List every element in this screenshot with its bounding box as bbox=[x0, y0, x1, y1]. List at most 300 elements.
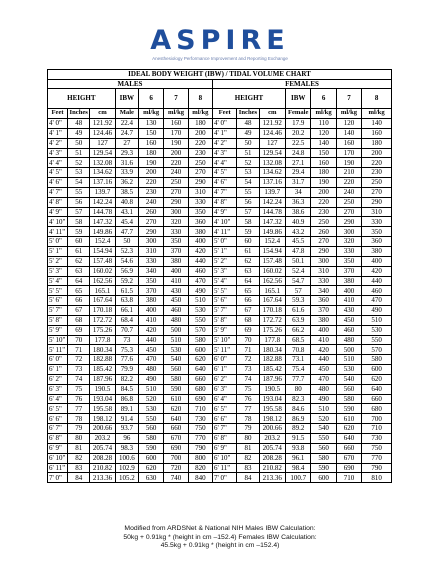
male-feet-cell: 5' 10" bbox=[48, 335, 68, 345]
male-ibw-cell: 105.2 bbox=[115, 473, 138, 483]
female-7mlkg-cell: 250 bbox=[336, 197, 361, 207]
female-6mlkg-cell: 410 bbox=[311, 335, 336, 345]
male-8mlkg-cell: 820 bbox=[188, 463, 212, 473]
female-ibw-cell: 98.4 bbox=[286, 463, 311, 473]
male-cm-cell: 175.26 bbox=[90, 325, 115, 335]
male-feet-cell: 6' 7" bbox=[48, 424, 68, 434]
table-row bbox=[48, 443, 392, 453]
male-7mlkg-cell: 200 bbox=[164, 148, 188, 158]
table-row bbox=[48, 187, 392, 197]
male-ibw-cell: 91.4 bbox=[115, 414, 138, 424]
male-ibw-cell: 38.5 bbox=[115, 187, 138, 197]
male-7mlkg-cell: 450 bbox=[164, 296, 188, 306]
male-cm-cell: 185.42 bbox=[90, 365, 115, 375]
male-6mlkg-cell: 240 bbox=[138, 197, 163, 207]
female-8mlkg-cell: 530 bbox=[362, 325, 392, 335]
female-6mlkg-cell: 160 bbox=[311, 158, 336, 168]
male-ibw-cell: 33.9 bbox=[115, 168, 138, 178]
female-feet-cell: 5' 10" bbox=[213, 335, 237, 345]
female-inches-cell: 57 bbox=[237, 207, 259, 217]
header bbox=[0, 26, 440, 62]
male-7mlkg-cell: 720 bbox=[164, 463, 188, 473]
table-row bbox=[48, 463, 392, 473]
male-6mlkg-cell: 590 bbox=[138, 443, 163, 453]
male-8mlkg-cell: 420 bbox=[188, 246, 212, 256]
female-ibw-cell: 20.2 bbox=[286, 128, 311, 138]
female-cm-cell: 127 bbox=[259, 138, 285, 148]
female-8mlkg-cell: 290 bbox=[362, 197, 392, 207]
male-cm-cell: 187.96 bbox=[90, 374, 115, 384]
female-7mlkg-cell: 430 bbox=[336, 306, 361, 316]
female-feet-cell: 6' 6" bbox=[213, 414, 237, 424]
male-cm-cell: 182.88 bbox=[90, 355, 115, 365]
male-8-header: 8 bbox=[188, 89, 212, 109]
female-6mlkg-cell: 200 bbox=[311, 187, 336, 197]
female-cm-cell: 213.36 bbox=[259, 473, 285, 483]
male-6mlkg-cell: 580 bbox=[138, 434, 163, 444]
table-row bbox=[48, 453, 392, 463]
female-feet-cell: 6' 4" bbox=[213, 394, 237, 404]
female-8mlkg-cell: 580 bbox=[362, 355, 392, 365]
female-ibw-cell: 86.9 bbox=[286, 414, 311, 424]
male-7mlkg-cell: 430 bbox=[164, 286, 188, 296]
male-6-unit: ml/kg bbox=[138, 109, 163, 119]
female-inches-cell: 63 bbox=[237, 266, 259, 276]
female-7mlkg-cell: 460 bbox=[336, 325, 361, 335]
female-cm-cell: 149.86 bbox=[259, 227, 285, 237]
male-ibw-cell: 59.2 bbox=[115, 276, 138, 286]
female-inches-cell: 78 bbox=[237, 414, 259, 424]
female-8mlkg-cell: 470 bbox=[362, 296, 392, 306]
male-cm-cell: 139.7 bbox=[90, 187, 115, 197]
male-8mlkg-cell: 470 bbox=[188, 276, 212, 286]
male-8mlkg-cell: 510 bbox=[188, 296, 212, 306]
female-inches-cell: 61 bbox=[237, 246, 259, 256]
male-ibw-cell: 56.9 bbox=[115, 266, 138, 276]
male-feet-cell: 5' 11" bbox=[48, 345, 68, 355]
male-feet-cell: 4' 3" bbox=[48, 148, 68, 158]
female-8mlkg-cell: 180 bbox=[362, 138, 392, 148]
female-inches-cell: 82 bbox=[237, 453, 259, 463]
female-cm-cell: 147.32 bbox=[259, 217, 285, 227]
female-7mlkg-cell: 300 bbox=[336, 227, 361, 237]
table-body bbox=[48, 119, 392, 483]
male-feet-cell: 5' 7" bbox=[48, 306, 68, 316]
female-8mlkg-cell: 440 bbox=[362, 276, 392, 286]
female-8mlkg-cell: 620 bbox=[362, 374, 392, 384]
female-7mlkg-cell: 400 bbox=[336, 286, 361, 296]
male-feet-cell: 4' 1" bbox=[48, 128, 68, 138]
table-row bbox=[48, 434, 392, 444]
female-inches-cell: 73 bbox=[237, 365, 259, 375]
female-8mlkg-cell: 810 bbox=[362, 473, 392, 483]
male-6mlkg-cell: 510 bbox=[138, 384, 163, 394]
female-8mlkg-cell: 350 bbox=[362, 227, 392, 237]
female-feet-cell: 4' 11" bbox=[213, 227, 237, 237]
female-6mlkg-cell: 150 bbox=[311, 148, 336, 158]
male-7-header: 7 bbox=[164, 89, 188, 109]
female-8mlkg-cell: 660 bbox=[362, 394, 392, 404]
male-6mlkg-cell: 450 bbox=[138, 345, 163, 355]
female-ibw-cell: 80 bbox=[286, 384, 311, 394]
male-inches-cell: 63 bbox=[68, 266, 90, 276]
female-6mlkg-cell: 560 bbox=[311, 443, 336, 453]
male-cm-cell: 190.5 bbox=[90, 384, 115, 394]
male-ibw-cell: 89.1 bbox=[115, 404, 138, 414]
male-7mlkg-cell: 370 bbox=[164, 246, 188, 256]
male-feet-cell: 5' 9" bbox=[48, 325, 68, 335]
female-cm-cell: 198.12 bbox=[259, 414, 285, 424]
male-8mlkg-cell: 580 bbox=[188, 335, 212, 345]
male-inches-cell: 74 bbox=[68, 374, 90, 384]
table-row bbox=[48, 365, 392, 375]
footer-note bbox=[0, 525, 440, 551]
male-8mlkg-cell: 440 bbox=[188, 256, 212, 266]
female-inches-cell: 72 bbox=[237, 355, 259, 365]
female-8mlkg-cell: 400 bbox=[362, 256, 392, 266]
female-8mlkg-cell: 310 bbox=[362, 207, 392, 217]
table-row bbox=[48, 296, 392, 306]
male-8mlkg-cell: 710 bbox=[188, 404, 212, 414]
male-ibw-cell: 84.5 bbox=[115, 384, 138, 394]
female-inches-cell: 53 bbox=[237, 168, 259, 178]
female-inches-cell: 84 bbox=[237, 473, 259, 483]
female-inches-cell: 79 bbox=[237, 424, 259, 434]
female-6mlkg-cell: 190 bbox=[311, 178, 336, 188]
table-row bbox=[48, 374, 392, 384]
female-7mlkg-cell: 160 bbox=[336, 138, 361, 148]
male-6mlkg-cell: 400 bbox=[138, 306, 163, 316]
female-feet-cell: 5' 2" bbox=[213, 256, 237, 266]
male-6mlkg-cell: 290 bbox=[138, 227, 163, 237]
male-ibw-cell: 102.9 bbox=[115, 463, 138, 473]
table-row bbox=[48, 266, 392, 276]
male-ibw-cell: 45.4 bbox=[115, 217, 138, 227]
female-6mlkg-cell: 360 bbox=[311, 296, 336, 306]
male-6mlkg-cell: 520 bbox=[138, 394, 163, 404]
female-feet-cell: 5' 7" bbox=[213, 306, 237, 316]
male-ibw-cell: 93.7 bbox=[115, 424, 138, 434]
female-7mlkg-cell: 220 bbox=[336, 178, 361, 188]
male-6mlkg-cell: 420 bbox=[138, 325, 163, 335]
female-6mlkg-cell: 580 bbox=[311, 453, 336, 463]
male-ibw-cell: 27 bbox=[115, 138, 138, 148]
male-7mlkg-cell: 480 bbox=[164, 315, 188, 325]
male-inches-cell: 56 bbox=[68, 197, 90, 207]
female-inches-cell: 52 bbox=[237, 158, 259, 168]
female-8mlkg-cell: 140 bbox=[362, 119, 392, 129]
male-cm-cell: 213.36 bbox=[90, 473, 115, 483]
female-cm-cell: 195.58 bbox=[259, 404, 285, 414]
male-inches-cell: 53 bbox=[68, 168, 90, 178]
male-ibw-cell: 77.6 bbox=[115, 355, 138, 365]
female-cm-cell: 187.96 bbox=[259, 374, 285, 384]
male-feet-cell: 4' 0" bbox=[48, 119, 68, 129]
female-inches-cell: 48 bbox=[237, 119, 259, 129]
female-7mlkg-cell: 690 bbox=[336, 463, 361, 473]
male-cm-cell: 167.64 bbox=[90, 296, 115, 306]
table-row bbox=[48, 217, 392, 227]
female-8mlkg-cell: 570 bbox=[362, 345, 392, 355]
female-8mlkg-cell: 380 bbox=[362, 246, 392, 256]
female-6mlkg-cell: 110 bbox=[311, 119, 336, 129]
female-7mlkg-cell: 190 bbox=[336, 158, 361, 168]
female-inches-cell: 80 bbox=[237, 434, 259, 444]
female-feet-cell: 5' 3" bbox=[213, 266, 237, 276]
female-inches-cell: 69 bbox=[237, 325, 259, 335]
female-6mlkg-cell: 230 bbox=[311, 207, 336, 217]
female-6mlkg-cell: 540 bbox=[311, 424, 336, 434]
male-8mlkg-cell: 770 bbox=[188, 434, 212, 444]
male-6mlkg-cell: 300 bbox=[138, 237, 163, 247]
male-8-unit: ml/kg bbox=[188, 109, 212, 119]
female-6mlkg-cell: 290 bbox=[311, 246, 336, 256]
male-inches-cell: 70 bbox=[68, 335, 90, 345]
female-6mlkg-cell: 550 bbox=[311, 434, 336, 444]
female-6mlkg-cell: 180 bbox=[311, 168, 336, 178]
male-cm-cell: 165.1 bbox=[90, 286, 115, 296]
male-cm-cell: 177.8 bbox=[90, 335, 115, 345]
male-inches-cell: 76 bbox=[68, 394, 90, 404]
table-row bbox=[48, 394, 392, 404]
female-7mlkg-cell: 290 bbox=[336, 217, 361, 227]
male-cm-cell: 210.82 bbox=[90, 463, 115, 473]
logo-tagline: Anesthesiology Performance Improvement and Reporting Exchange bbox=[152, 56, 288, 61]
female-7mlkg-cell: 480 bbox=[336, 335, 361, 345]
male-inches-cell: 58 bbox=[68, 217, 90, 227]
table-row bbox=[48, 473, 392, 483]
male-inches-cell: 83 bbox=[68, 463, 90, 473]
female-8-unit: ml/kg bbox=[362, 109, 392, 119]
male-cm-cell: 129.54 bbox=[90, 148, 115, 158]
table-row bbox=[48, 414, 392, 424]
male-6mlkg-cell: 530 bbox=[138, 404, 163, 414]
male-7mlkg-cell: 620 bbox=[164, 404, 188, 414]
female-feet-cell: 5' 4" bbox=[213, 276, 237, 286]
male-feet-cell: 4' 8" bbox=[48, 197, 68, 207]
female-feet-cell: 5' 5" bbox=[213, 286, 237, 296]
female-cm-cell: 185.42 bbox=[259, 365, 285, 375]
male-inches-cell: 55 bbox=[68, 187, 90, 197]
male-8mlkg-cell: 350 bbox=[188, 207, 212, 217]
female-8mlkg-cell: 230 bbox=[362, 168, 392, 178]
female-inches-cell: 54 bbox=[237, 178, 259, 188]
male-7mlkg-cell: 460 bbox=[164, 306, 188, 316]
male-cm-cell: 147.32 bbox=[90, 217, 115, 227]
male-cm-cell: 162.56 bbox=[90, 276, 115, 286]
female-feet-unit: Feet bbox=[213, 109, 237, 119]
male-feet-cell: 6' 3" bbox=[48, 384, 68, 394]
male-ibw-cell: 96 bbox=[115, 434, 138, 444]
male-cm-cell: 152.4 bbox=[90, 237, 115, 247]
male-6mlkg-cell: 370 bbox=[138, 286, 163, 296]
male-6mlkg-cell: 220 bbox=[138, 178, 163, 188]
female-6-unit: ml/kg bbox=[311, 109, 336, 119]
male-inches-cell: 49 bbox=[68, 128, 90, 138]
male-ibw-cell: 47.7 bbox=[115, 227, 138, 237]
male-6mlkg-cell: 380 bbox=[138, 296, 163, 306]
male-cm-cell: 121.92 bbox=[90, 119, 115, 129]
female-ibw-cell: 45.5 bbox=[286, 237, 311, 247]
female-feet-cell: 4' 7" bbox=[213, 187, 237, 197]
female-6mlkg-cell: 220 bbox=[311, 197, 336, 207]
male-8mlkg-cell: 550 bbox=[188, 315, 212, 325]
female-8mlkg-cell: 250 bbox=[362, 178, 392, 188]
male-6mlkg-cell: 330 bbox=[138, 256, 163, 266]
male-inches-cell: 69 bbox=[68, 325, 90, 335]
male-6mlkg-cell: 180 bbox=[138, 148, 163, 158]
male-inches-cell: 72 bbox=[68, 355, 90, 365]
female-8mlkg-cell: 710 bbox=[362, 424, 392, 434]
female-7mlkg-cell: 610 bbox=[336, 414, 361, 424]
male-6-header: 6 bbox=[138, 89, 163, 109]
table-row bbox=[48, 246, 392, 256]
female-cm-cell: 177.8 bbox=[259, 335, 285, 345]
female-feet-cell: 5' 8" bbox=[213, 315, 237, 325]
female-ibw-cell: 100.7 bbox=[286, 473, 311, 483]
male-inches-cell: 50 bbox=[68, 138, 90, 148]
male-inches-cell: 75 bbox=[68, 384, 90, 394]
male-ibw-cell: 50 bbox=[115, 237, 138, 247]
female-cm-cell: 210.82 bbox=[259, 463, 285, 473]
table-row bbox=[48, 119, 392, 129]
female-feet-cell: 6' 8" bbox=[213, 434, 237, 444]
male-8mlkg-cell: 400 bbox=[188, 237, 212, 247]
male-ibw-cell: 40.8 bbox=[115, 197, 138, 207]
male-7mlkg-cell: 250 bbox=[164, 178, 188, 188]
female-feet-cell: 5' 0" bbox=[213, 237, 237, 247]
female-8-header: 8 bbox=[362, 89, 392, 109]
female-7mlkg-cell: 140 bbox=[336, 128, 361, 138]
male-8mlkg-cell: 490 bbox=[188, 286, 212, 296]
male-ibw-cell: 66.1 bbox=[115, 306, 138, 316]
male-6mlkg-cell: 160 bbox=[138, 138, 163, 148]
male-feet-unit: Feet bbox=[48, 109, 68, 119]
table-row bbox=[48, 424, 392, 434]
male-inches-cell: 68 bbox=[68, 315, 90, 325]
male-7mlkg-cell: 300 bbox=[164, 207, 188, 217]
male-feet-cell: 6' 0" bbox=[48, 355, 68, 365]
female-7mlkg-cell: 410 bbox=[336, 296, 361, 306]
female-ibw-cell: 54.7 bbox=[286, 276, 311, 286]
male-8mlkg-cell: 730 bbox=[188, 414, 212, 424]
female-6mlkg-cell: 480 bbox=[311, 384, 336, 394]
footer-line-2: 50kg + 0.91kg * (height in cm –152.4) Females IBW Calculation: bbox=[123, 533, 317, 541]
male-7mlkg-cell: 610 bbox=[164, 394, 188, 404]
female-inches-cell: 70 bbox=[237, 335, 259, 345]
female-ibw-cell: 34 bbox=[286, 187, 311, 197]
female-6mlkg-cell: 440 bbox=[311, 355, 336, 365]
male-7mlkg-cell: 290 bbox=[164, 197, 188, 207]
male-7mlkg-cell: 400 bbox=[164, 266, 188, 276]
male-7mlkg-cell: 560 bbox=[164, 365, 188, 375]
male-7mlkg-cell: 380 bbox=[164, 256, 188, 266]
male-cm-cell: 157.48 bbox=[90, 256, 115, 266]
female-7mlkg-cell: 380 bbox=[336, 276, 361, 286]
male-cm-cell: 132.08 bbox=[90, 158, 115, 168]
male-6mlkg-cell: 130 bbox=[138, 119, 163, 129]
male-inches-cell: 64 bbox=[68, 276, 90, 286]
female-feet-cell: 6' 1" bbox=[213, 365, 237, 375]
female-cm-cell: 134.62 bbox=[259, 168, 285, 178]
male-8mlkg-cell: 270 bbox=[188, 168, 212, 178]
female-6mlkg-cell: 260 bbox=[311, 227, 336, 237]
male-cm-cell: 154.94 bbox=[90, 246, 115, 256]
female-6mlkg-cell: 450 bbox=[311, 365, 336, 375]
female-8mlkg-cell: 600 bbox=[362, 365, 392, 375]
female-feet-cell: 5' 6" bbox=[213, 296, 237, 306]
male-7mlkg-cell: 240 bbox=[164, 168, 188, 178]
male-8mlkg-cell: 220 bbox=[188, 138, 212, 148]
male-height-header: HEIGHT bbox=[48, 89, 116, 109]
male-feet-cell: 5' 8" bbox=[48, 315, 68, 325]
male-inches-cell: 77 bbox=[68, 404, 90, 414]
female-cm-cell: 137.16 bbox=[259, 178, 285, 188]
female-6mlkg-cell: 380 bbox=[311, 315, 336, 325]
male-6mlkg-cell: 480 bbox=[138, 365, 163, 375]
table-row bbox=[48, 306, 392, 316]
female-7mlkg-cell: 510 bbox=[336, 355, 361, 365]
female-inches-cell: 75 bbox=[237, 384, 259, 394]
female-inches-cell: 74 bbox=[237, 374, 259, 384]
male-ibw-cell: 100.6 bbox=[115, 453, 138, 463]
male-7mlkg-cell: 590 bbox=[164, 384, 188, 394]
female-feet-cell: 6' 10" bbox=[213, 453, 237, 463]
female-7mlkg-cell: 710 bbox=[336, 473, 361, 483]
male-7mlkg-cell: 740 bbox=[164, 473, 188, 483]
female-ibw-cell: 27.1 bbox=[286, 158, 311, 168]
table-row bbox=[48, 355, 392, 365]
male-feet-cell: 6' 1" bbox=[48, 365, 68, 375]
female-cm-cell: 205.74 bbox=[259, 443, 285, 453]
female-ibw-cell: 52.4 bbox=[286, 266, 311, 276]
female-ibw-cell: 17.9 bbox=[286, 119, 311, 129]
male-inches-cell: 57 bbox=[68, 207, 90, 217]
male-inches-cell: 78 bbox=[68, 414, 90, 424]
male-6mlkg-cell: 440 bbox=[138, 335, 163, 345]
female-ibw-cell: 73.1 bbox=[286, 355, 311, 365]
female-7mlkg-cell: 450 bbox=[336, 315, 361, 325]
female-6mlkg-cell: 370 bbox=[311, 306, 336, 316]
male-7mlkg-cell: 640 bbox=[164, 414, 188, 424]
female-8mlkg-cell: 220 bbox=[362, 158, 392, 168]
male-7mlkg-cell: 320 bbox=[164, 217, 188, 227]
male-7mlkg-cell: 660 bbox=[164, 424, 188, 434]
male-ibw-cell: 24.7 bbox=[115, 128, 138, 138]
male-cm-cell: 137.16 bbox=[90, 178, 115, 188]
male-8mlkg-cell: 640 bbox=[188, 365, 212, 375]
female-7mlkg-cell: 330 bbox=[336, 246, 361, 256]
male-cm-cell: 124.46 bbox=[90, 128, 115, 138]
female-8mlkg-cell: 200 bbox=[362, 148, 392, 158]
male-8mlkg-cell: 800 bbox=[188, 453, 212, 463]
female-7mlkg-cell: 560 bbox=[336, 384, 361, 394]
female-ibw-cell: 43.2 bbox=[286, 227, 311, 237]
male-ibw-cell: 70.7 bbox=[115, 325, 138, 335]
female-ibw-cell: 22.5 bbox=[286, 138, 311, 148]
female-7mlkg-cell: 640 bbox=[336, 434, 361, 444]
female-ibw-cell: 84.6 bbox=[286, 404, 311, 414]
female-cm-cell: 170.18 bbox=[259, 306, 285, 316]
male-inches-cell: 73 bbox=[68, 365, 90, 375]
table-title: IDEAL BODY WEIGHT (IBW) / TIDAL VOLUME CHART bbox=[48, 70, 392, 80]
male-6mlkg-cell: 470 bbox=[138, 355, 163, 365]
male-inches-cell: 52 bbox=[68, 158, 90, 168]
ibw-tidal-volume-table bbox=[47, 69, 392, 483]
female-8mlkg-cell: 790 bbox=[362, 463, 392, 473]
female-feet-cell: 6' 0" bbox=[213, 355, 237, 365]
table-row bbox=[48, 256, 392, 266]
